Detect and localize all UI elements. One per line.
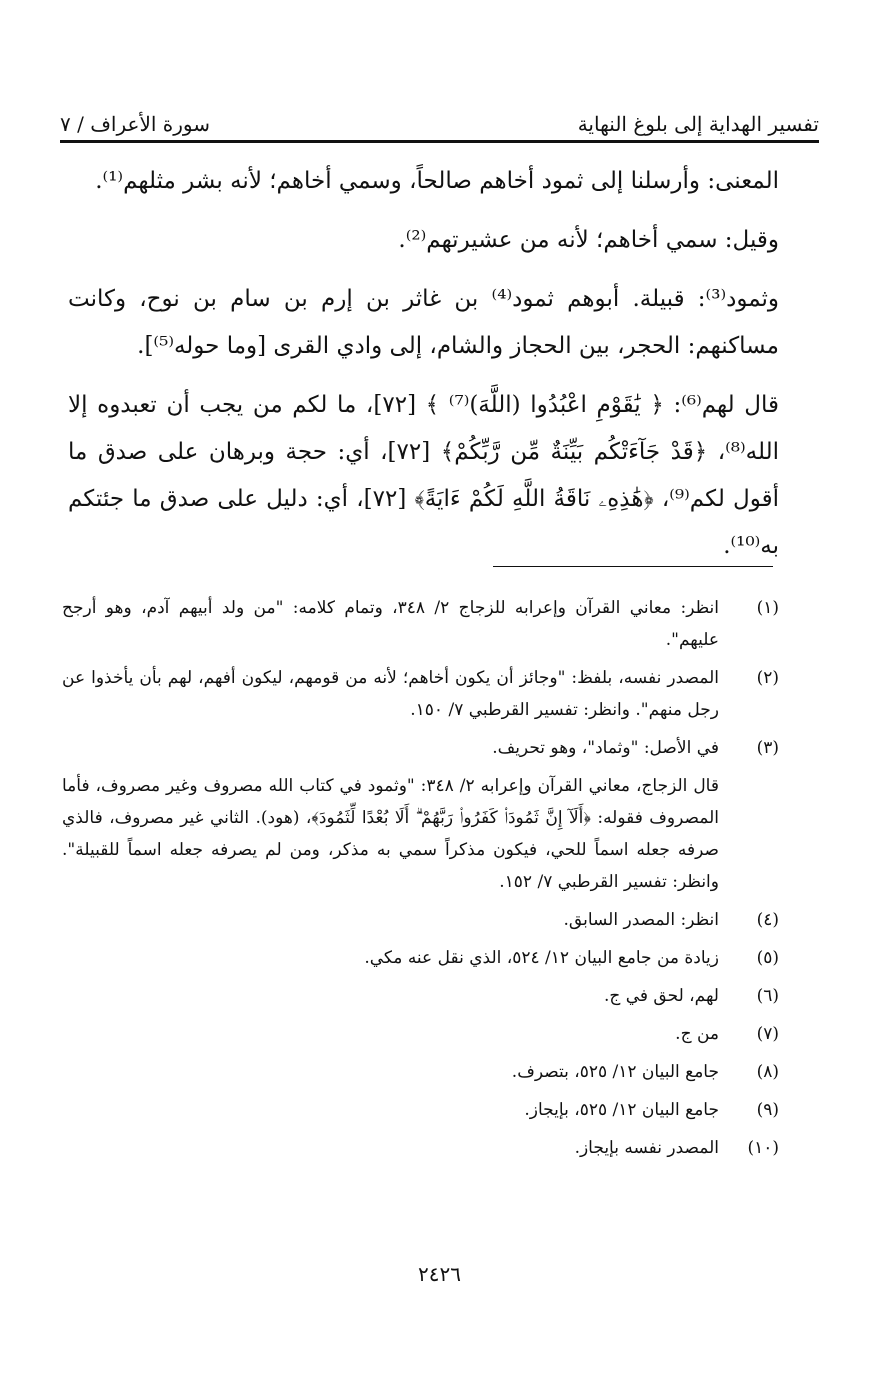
footnote-number: (٦) xyxy=(756,986,779,1006)
footnote-separator xyxy=(493,566,773,567)
footnote-number: (٢) xyxy=(756,668,779,688)
paragraph: وقيل: سمي أخاهم؛ لأنه من عشيرتهم⁽²⁾. xyxy=(398,227,779,253)
footnote-text: جامع البيان ١٢/ ٥٢٥، بإيجاز. xyxy=(524,1100,719,1120)
footnote-text: المصدر نفسه، بلفظ: "وجائز أن يكون أخاهم؛ لأنه من قومهم، ليكون أفهم، لهم بأن يأخذوا عن رجل منهم". وانظر: تفسير القرطبي ٧/ ١٥٠. xyxy=(62,668,719,720)
footnote-text: انظر: المصدر السابق. xyxy=(563,910,719,930)
footnote-number: (٥) xyxy=(756,948,779,968)
footnote-number: (٨) xyxy=(756,1062,779,1082)
footnote-number xyxy=(719,770,779,898)
footnote-text: زيادة من جامع البيان ١٢/ ٥٢٤، الذي نقل عنه مكي. xyxy=(364,948,719,968)
book-title: تفسير الهداية إلى بلوغ النهاية xyxy=(577,112,819,136)
footnote-number: (٣) xyxy=(756,738,779,758)
footnote-number: (٧) xyxy=(756,1024,779,1044)
main-text xyxy=(68,158,779,582)
footnote-number: (٤) xyxy=(756,910,779,930)
footnote xyxy=(62,1018,779,1050)
footnote-number: (١٠) xyxy=(747,1138,779,1158)
footnote xyxy=(62,1056,779,1088)
footnote-text: انظر: معاني القرآن وإعرابه للزجاج ٢/ ٣٤٨، وتمام كلامه: "من ولد أبيهم آدم، وهو أرجح عليهم". xyxy=(62,598,719,650)
footnote-text: قال الزجاج، معاني القرآن وإعرابه ٢/ ٣٤٨: "وثمود في كتاب الله مصروف وغير مصروف، فأما المصروف فقوله: ﴿أَلَآ إِنَّ ثَمُودَا۟ كَفَرُوا۟ رَبَّهُمْ ۗ أَلَا بُعْدًا لِّثَمُودَ﴾، (هود). الثاني غير مصروف، فالذي صرفه جعله اسماً للحي، فيكون مذكراً سمي به مذكر، ومن لم يصرفه جعله اسماً للقبيلة". وانظر: تفسير القرطبي ٧/ ١٥٢. xyxy=(62,776,719,892)
footnote-text: لهم، لحق في ج. xyxy=(603,986,719,1006)
footnote xyxy=(62,592,779,656)
footnote-text: في الأصل: "وثماد"، وهو تحريف. xyxy=(492,738,719,758)
footnote-text: المصدر نفسه بإيجاز. xyxy=(574,1138,719,1158)
header-rule xyxy=(60,140,819,143)
footnotes xyxy=(62,592,779,1170)
footnote-text: من ج. xyxy=(675,1024,719,1044)
footnote xyxy=(62,942,779,974)
footnote-number: (١) xyxy=(756,598,779,618)
footnote xyxy=(62,1132,779,1164)
surah-label: سورة الأعراف / ٧ xyxy=(60,112,211,136)
footnote xyxy=(62,904,779,936)
running-header xyxy=(60,100,819,136)
footnote-number: (٩) xyxy=(756,1100,779,1120)
page-number: ٢٤٢٦ xyxy=(418,1262,461,1286)
paragraph: المعنى: وأرسلنا إلى ثمود أخاهم صالحاً، وسمي أخاهم؛ لأنه بشر مثلهم⁽¹⁾. xyxy=(95,168,779,194)
footnote xyxy=(62,732,779,764)
footnote-continuation xyxy=(62,770,779,898)
footnote xyxy=(62,1094,779,1126)
footnote-text: جامع البيان ١٢/ ٥٢٥، بتصرف. xyxy=(511,1062,719,1082)
footnote xyxy=(62,662,779,726)
footnote xyxy=(62,980,779,1012)
paragraph: وثمود⁽³⁾: قبيلة. أبوهم ثمود⁽⁴⁾ بن غاثر بن إرم بن سام بن نوح، وكانت مساكنهم: الحجر، بين الحجاز والشام، إلى وادي القرى [وما حوله⁽⁵⁾]. xyxy=(68,286,780,359)
paragraph: قال لهم⁽⁶⁾: ﴿ يَٰقَوْمِ اعْبُدُوا (اللَّهَ)⁽⁷⁾ ﴾ [٧٢]، ما لكم من يجب أن تعبدوه إلا الله⁽⁸⁾، ﴿قَدْ جَآءَتْكُم بَيِّنَةٌ مِّن رَّبِّكُمْ﴾ [٧٢]، أي: حجة وبرهان على صدق ما أقول لكم⁽⁹⁾، ﴿هَٰذِهِۦ نَاقَةُ اللَّهِ لَكُمْ ءَايَةً﴾ [٧٢]، أي: دليل على صدق ما جئتكم به⁽¹⁰⁾. xyxy=(68,392,780,559)
